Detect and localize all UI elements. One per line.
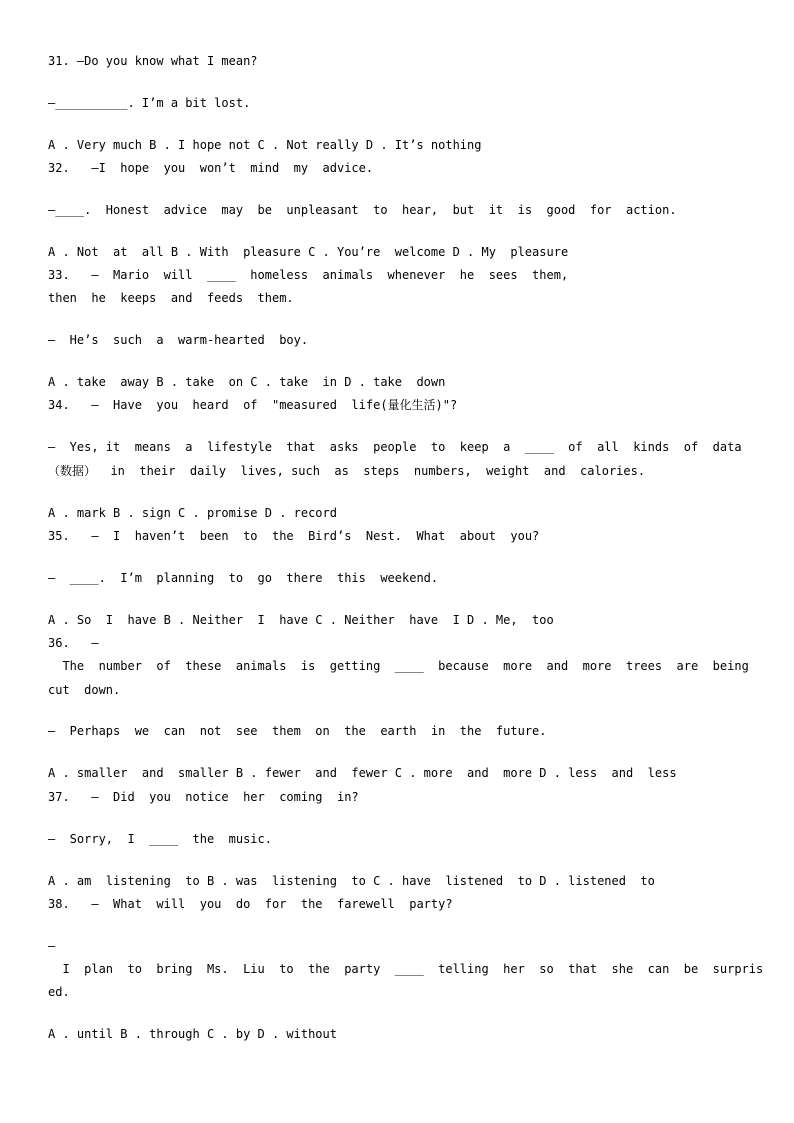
q33-prompt: 33. — Mario will ____ homeless animals whenever he sees them, [48,268,569,282]
q37-options: A . am listening to B . was listening to C . have listened to D . listened to [48,874,655,888]
q35-options: A . So I have B . Neither I have C . Neither have I D . Me, too [48,613,554,627]
q38-response: I plan to bring Ms. Liu to the party ____ telling her so that she can be surpris [48,962,764,976]
q31-response: —__________. I’m a bit lost. [48,96,251,110]
q36-number: 36. — [48,636,99,650]
q36-prompt: The number of these animals is getting ____ because more and more trees are being [48,659,749,673]
q38-prompt: 38. — What will you do for the farewell party? [48,897,453,911]
q38-response-cont: ed. [48,985,70,999]
q32-response: —____. Honest advice may be unpleasant to hear, but it is good for action. [48,203,677,217]
q34-response-cont: （数据） in their daily lives, such as steps numbers, weight and calories. [48,464,646,478]
q33-response: — He’s such a warm-hearted boy. [48,333,309,347]
q38-options: A . until B . through C . by D . without [48,1027,337,1041]
q32-prompt: 32. —I hope you won’t mind my advice. [48,161,374,175]
q36-options: A . smaller and smaller B . fewer and fewer C . more and more D . less and less [48,766,677,780]
q35-response: — ____. I’m planning to go there this weekend. [48,571,439,585]
q36-response: — Perhaps we can not see them on the earth in the future. [48,724,547,738]
q34-prompt: 34. — Have you heard of "measured life(量化生活)"? [48,398,458,412]
q33-prompt-cont: then he keeps and feeds them. [48,291,294,305]
q31-options: A . Very much B . I hope not C . Not really D . It’s nothing [48,138,482,152]
q34-options: A . mark B . sign C . promise D . record [48,506,337,520]
q37-response: — Sorry, I ____ the music. [48,832,272,846]
q38-dash: — [48,939,56,953]
q36-prompt-cont: cut down. [48,683,121,697]
q34-response: — Yes, it means a lifestyle that asks people to keep a ____ of all kinds of data [48,440,742,454]
q35-prompt: 35. — I haven’t been to the Bird’s Nest. What about you? [48,529,540,543]
q37-prompt: 37. — Did you notice her coming in? [48,790,359,804]
q31-prompt: 31. —Do you know what I mean? [48,54,258,68]
q33-options: A . take away B . take on C . take in D . take down [48,375,446,389]
q32-options: A . Not at all B . With pleasure C . You’re welcome D . My pleasure [48,245,569,259]
